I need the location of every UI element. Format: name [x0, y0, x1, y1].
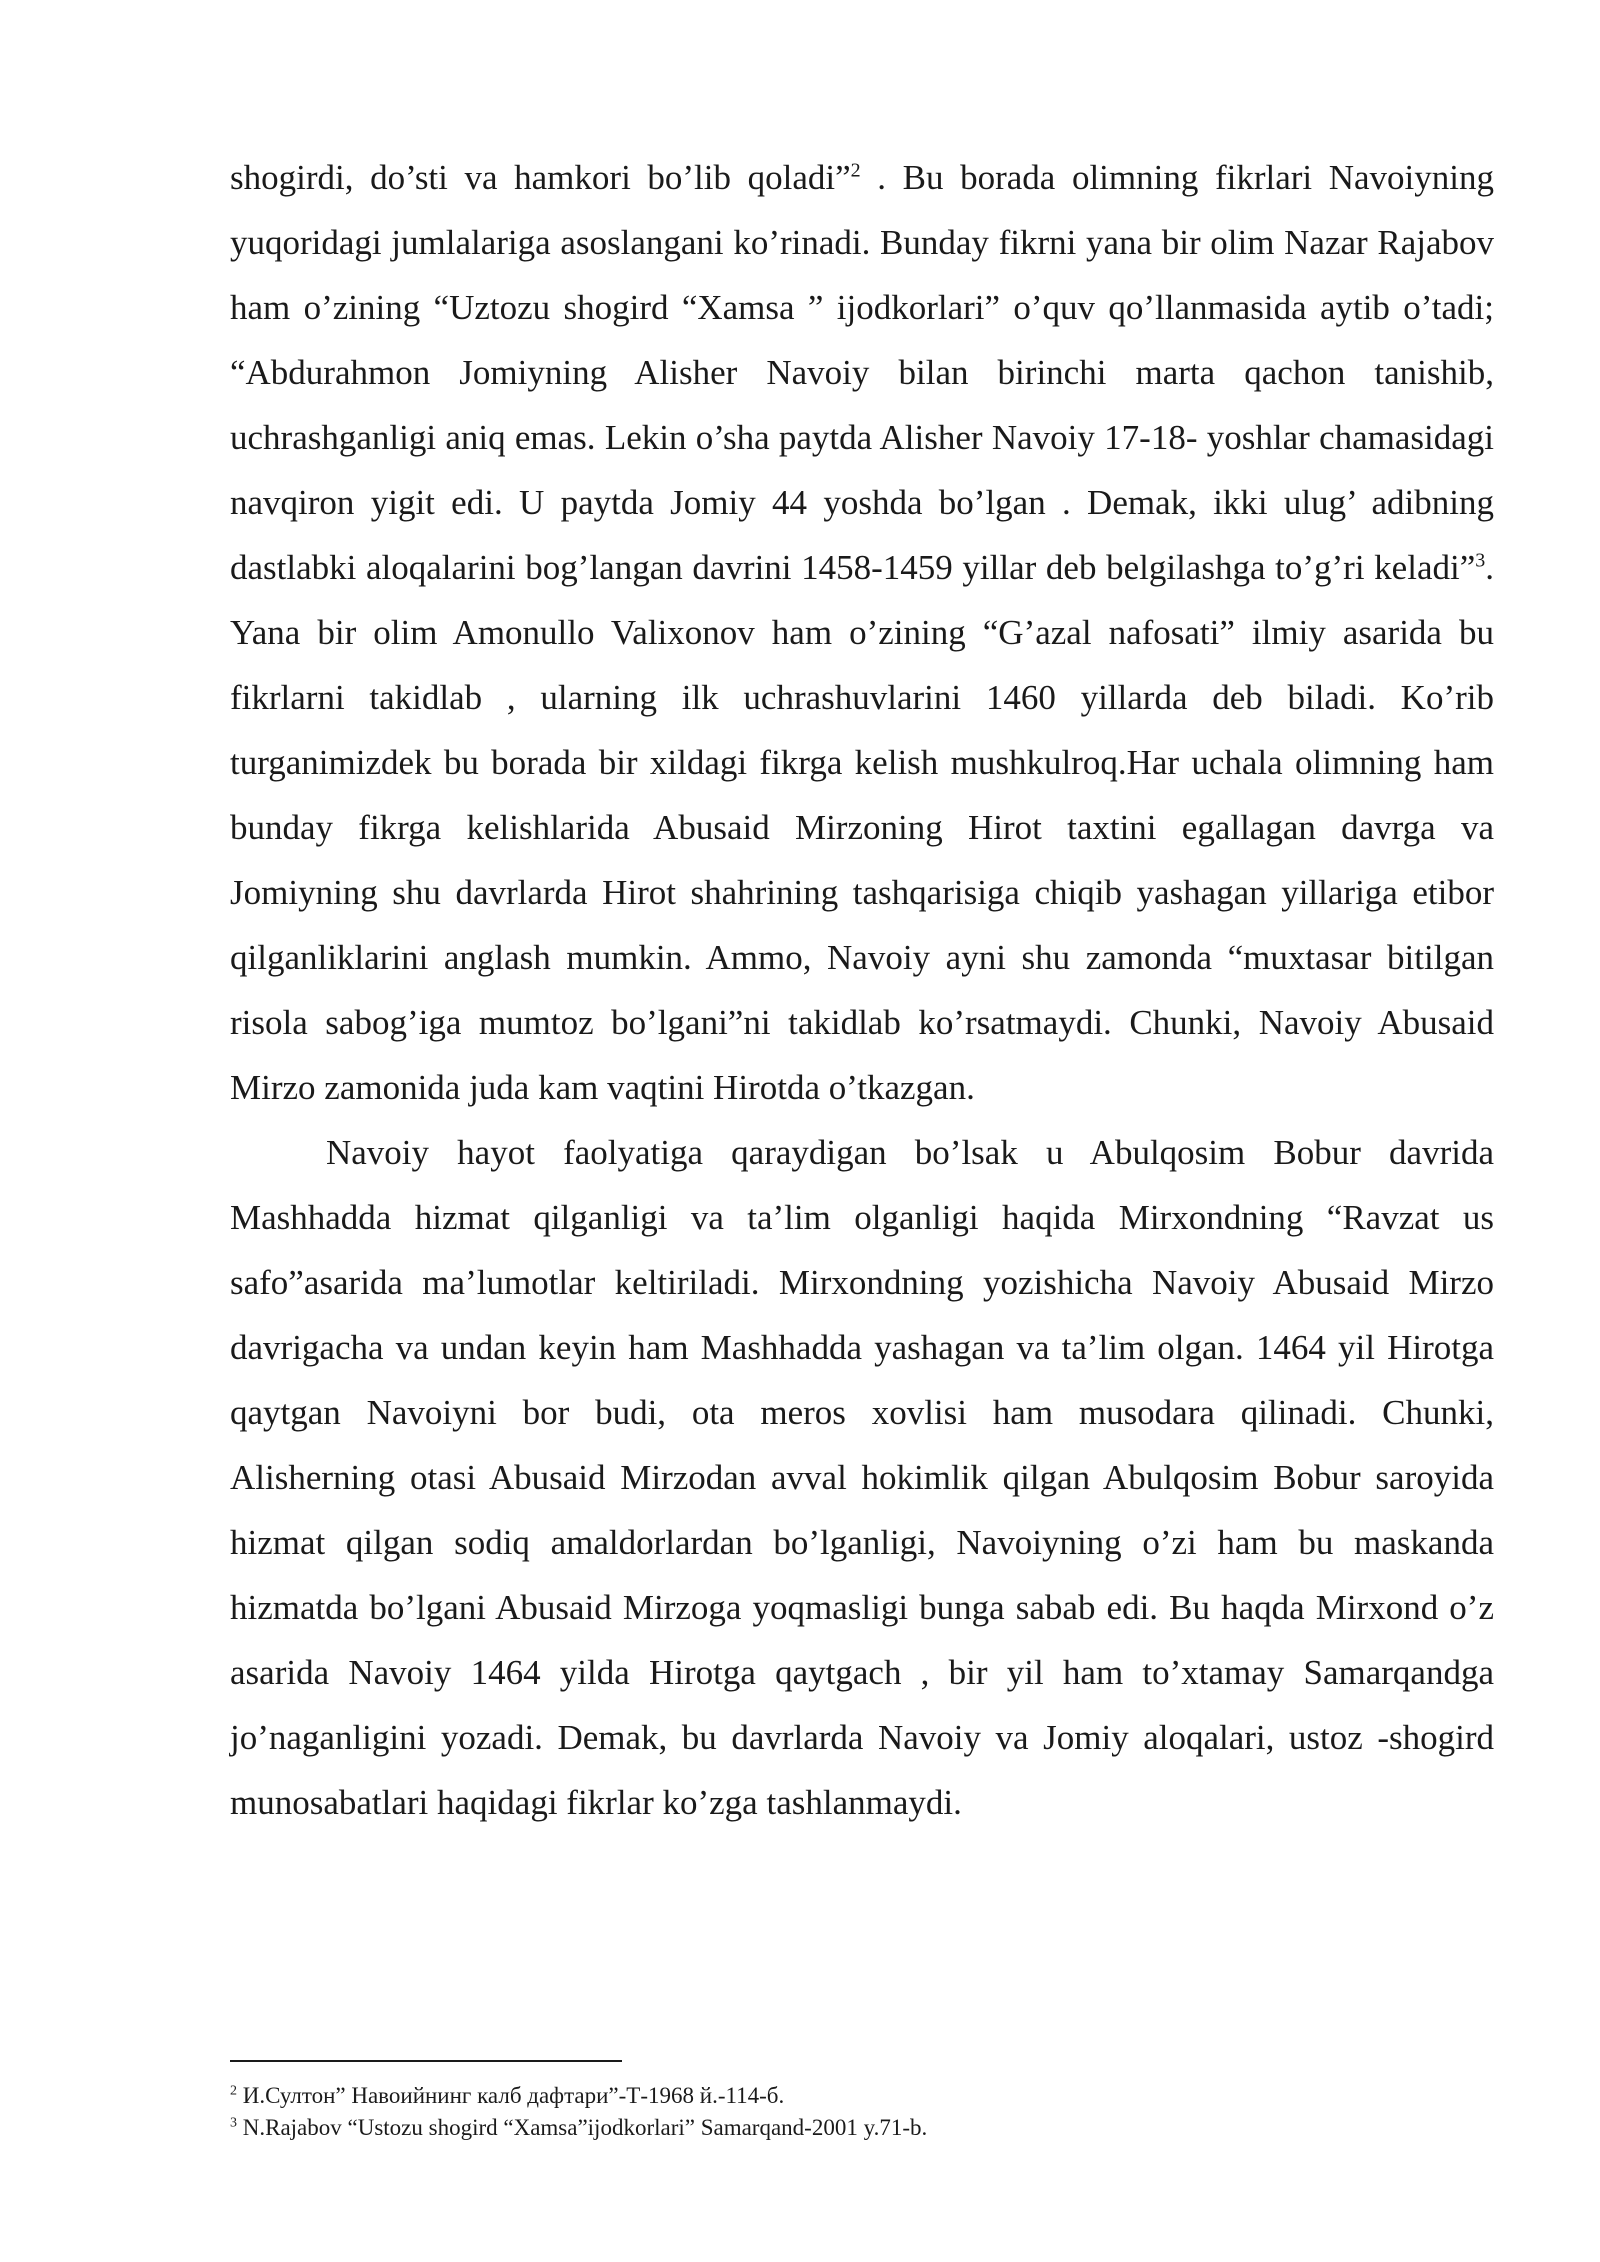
footnote-text: И.Султон” Навоийнинг калб дафтари”-Т-1968 й.-114-б.: [237, 2083, 785, 2108]
paragraph-2-text: Navoiy hayot faolyatiga qaraydigan bo’lsak u Abulqosim Bobur davrida Mashhadda hizmat qilganligi va ta’lim olganligi haqida Mirxondning “Ravzat us safo”asarida ma’lumotlar keltiriladi. Mirxondning yozishicha Navoiy Abusaid Mirzo davrigacha va undan keyin ham Mashhadda yashagan va ta’lim olgan. 1464 yil Hirotga qaytgan Navoiyni bor budi, ota meros xovlisi ham musodara qilinadi. Chunki, Alisherning otasi Abusaid Mirzodan avval hokimlik qilgan Abulqosim Bobur saroyida hizmat qilgan sodiq amaldorlardan bo’lganligi, Navoiyning o’zi ham bu maskanda hizmatda bo’lgani Abusaid Mirzoga yoqmasligi bunga sabab edi. Bu haqda Mirxond o’z asarida Navoiy 1464 yilda Hirotga qaytgach , bir yil ham to’xtamay Samarqandga jo’naganligini yozadi. Demak, bu davrlarda Navoiy va Jomiy aloqalari, ustoz -shogird munosabatlari haqidagi fikrlar ko’zga tashlanmaydi.: [230, 1133, 1494, 1822]
footnote-text: N.Rajabov “Ustozu shogird “Xamsa”ijodkorlari” Samarqand-2001 y.71-b.: [237, 2115, 928, 2140]
body-text: [230, 145, 1494, 1835]
footnote-2: [230, 2080, 1494, 2112]
paragraph-1: [230, 145, 1494, 1120]
footnotes: [230, 2060, 1494, 2144]
footnote-ref-3: 3: [1475, 549, 1486, 572]
footnote-3: [230, 2112, 1494, 2144]
footnote-ref-2: 2: [850, 159, 861, 182]
footnote-marker: 3: [230, 2115, 237, 2131]
paragraph-2: [230, 1120, 1494, 1835]
paragraph-1-text: . Bu borada olimning fikrlari Navoiyning yuqoridagi jumlalariga asoslangani ko’rinadi. Bunday fikrni yana bir olim Nazar Rajabov ham o’zining “Uztozu shogird “Xamsa ” ijodkorlari” o’quv qo’llanmasida aytib o’tadi; “Abdurahmon Jomiyning Alisher Navoiy bilan birinchi marta qachon tanishib, uchrashganligi aniq emas. Lekin o’sha paytda Alisher Navoiy 17-18- yoshlar chamasidagi navqiron yigit edi. U paytda Jomiy 44 yoshda bo’lgan . Demak, ikki ulug’ adibning dastlabki aloqalarini bog’langan davrini 1458-1459 yillar deb belgilashga to’g’ri keladi”: [230, 158, 1495, 587]
footnote-marker: 2: [230, 2083, 237, 2099]
footnote-separator: [230, 2060, 622, 2062]
paragraph-1-text: . Yana bir olim Amonullo Valixonov ham o’zining “G’azal nafosati” ilmiy asarida bu fikrlarni takidlab , ularning ilk uchrashuvlarini 1460 yillarda deb biladi. Ko’rib turganimizdek bu borada bir xildagi fikrga kelish mushkulroq.Har uchala olimning ham bunday fikrga kelishlarida Abusaid Mirzoning Hirot taxtini egallagan davrga va Jomiyning shu davrlarda Hirot shahrining tashqarisiga chiqib yashagan yillariga etibor qilganliklarini anglash mumkin. Ammo, Navoiy ayni shu zamonda “muxtasar bitilgan risola sabog’iga mumtoz bo’lgani”ni takidlab ko’rsatmaydi. Chunki, Navoiy Abusaid Mirzo zamonida juda kam vaqtini Hirotda o’tkazgan.: [230, 548, 1494, 1107]
paragraph-1-text: shogirdi, do’sti va hamkori bo’lib qoladi”: [230, 158, 851, 197]
